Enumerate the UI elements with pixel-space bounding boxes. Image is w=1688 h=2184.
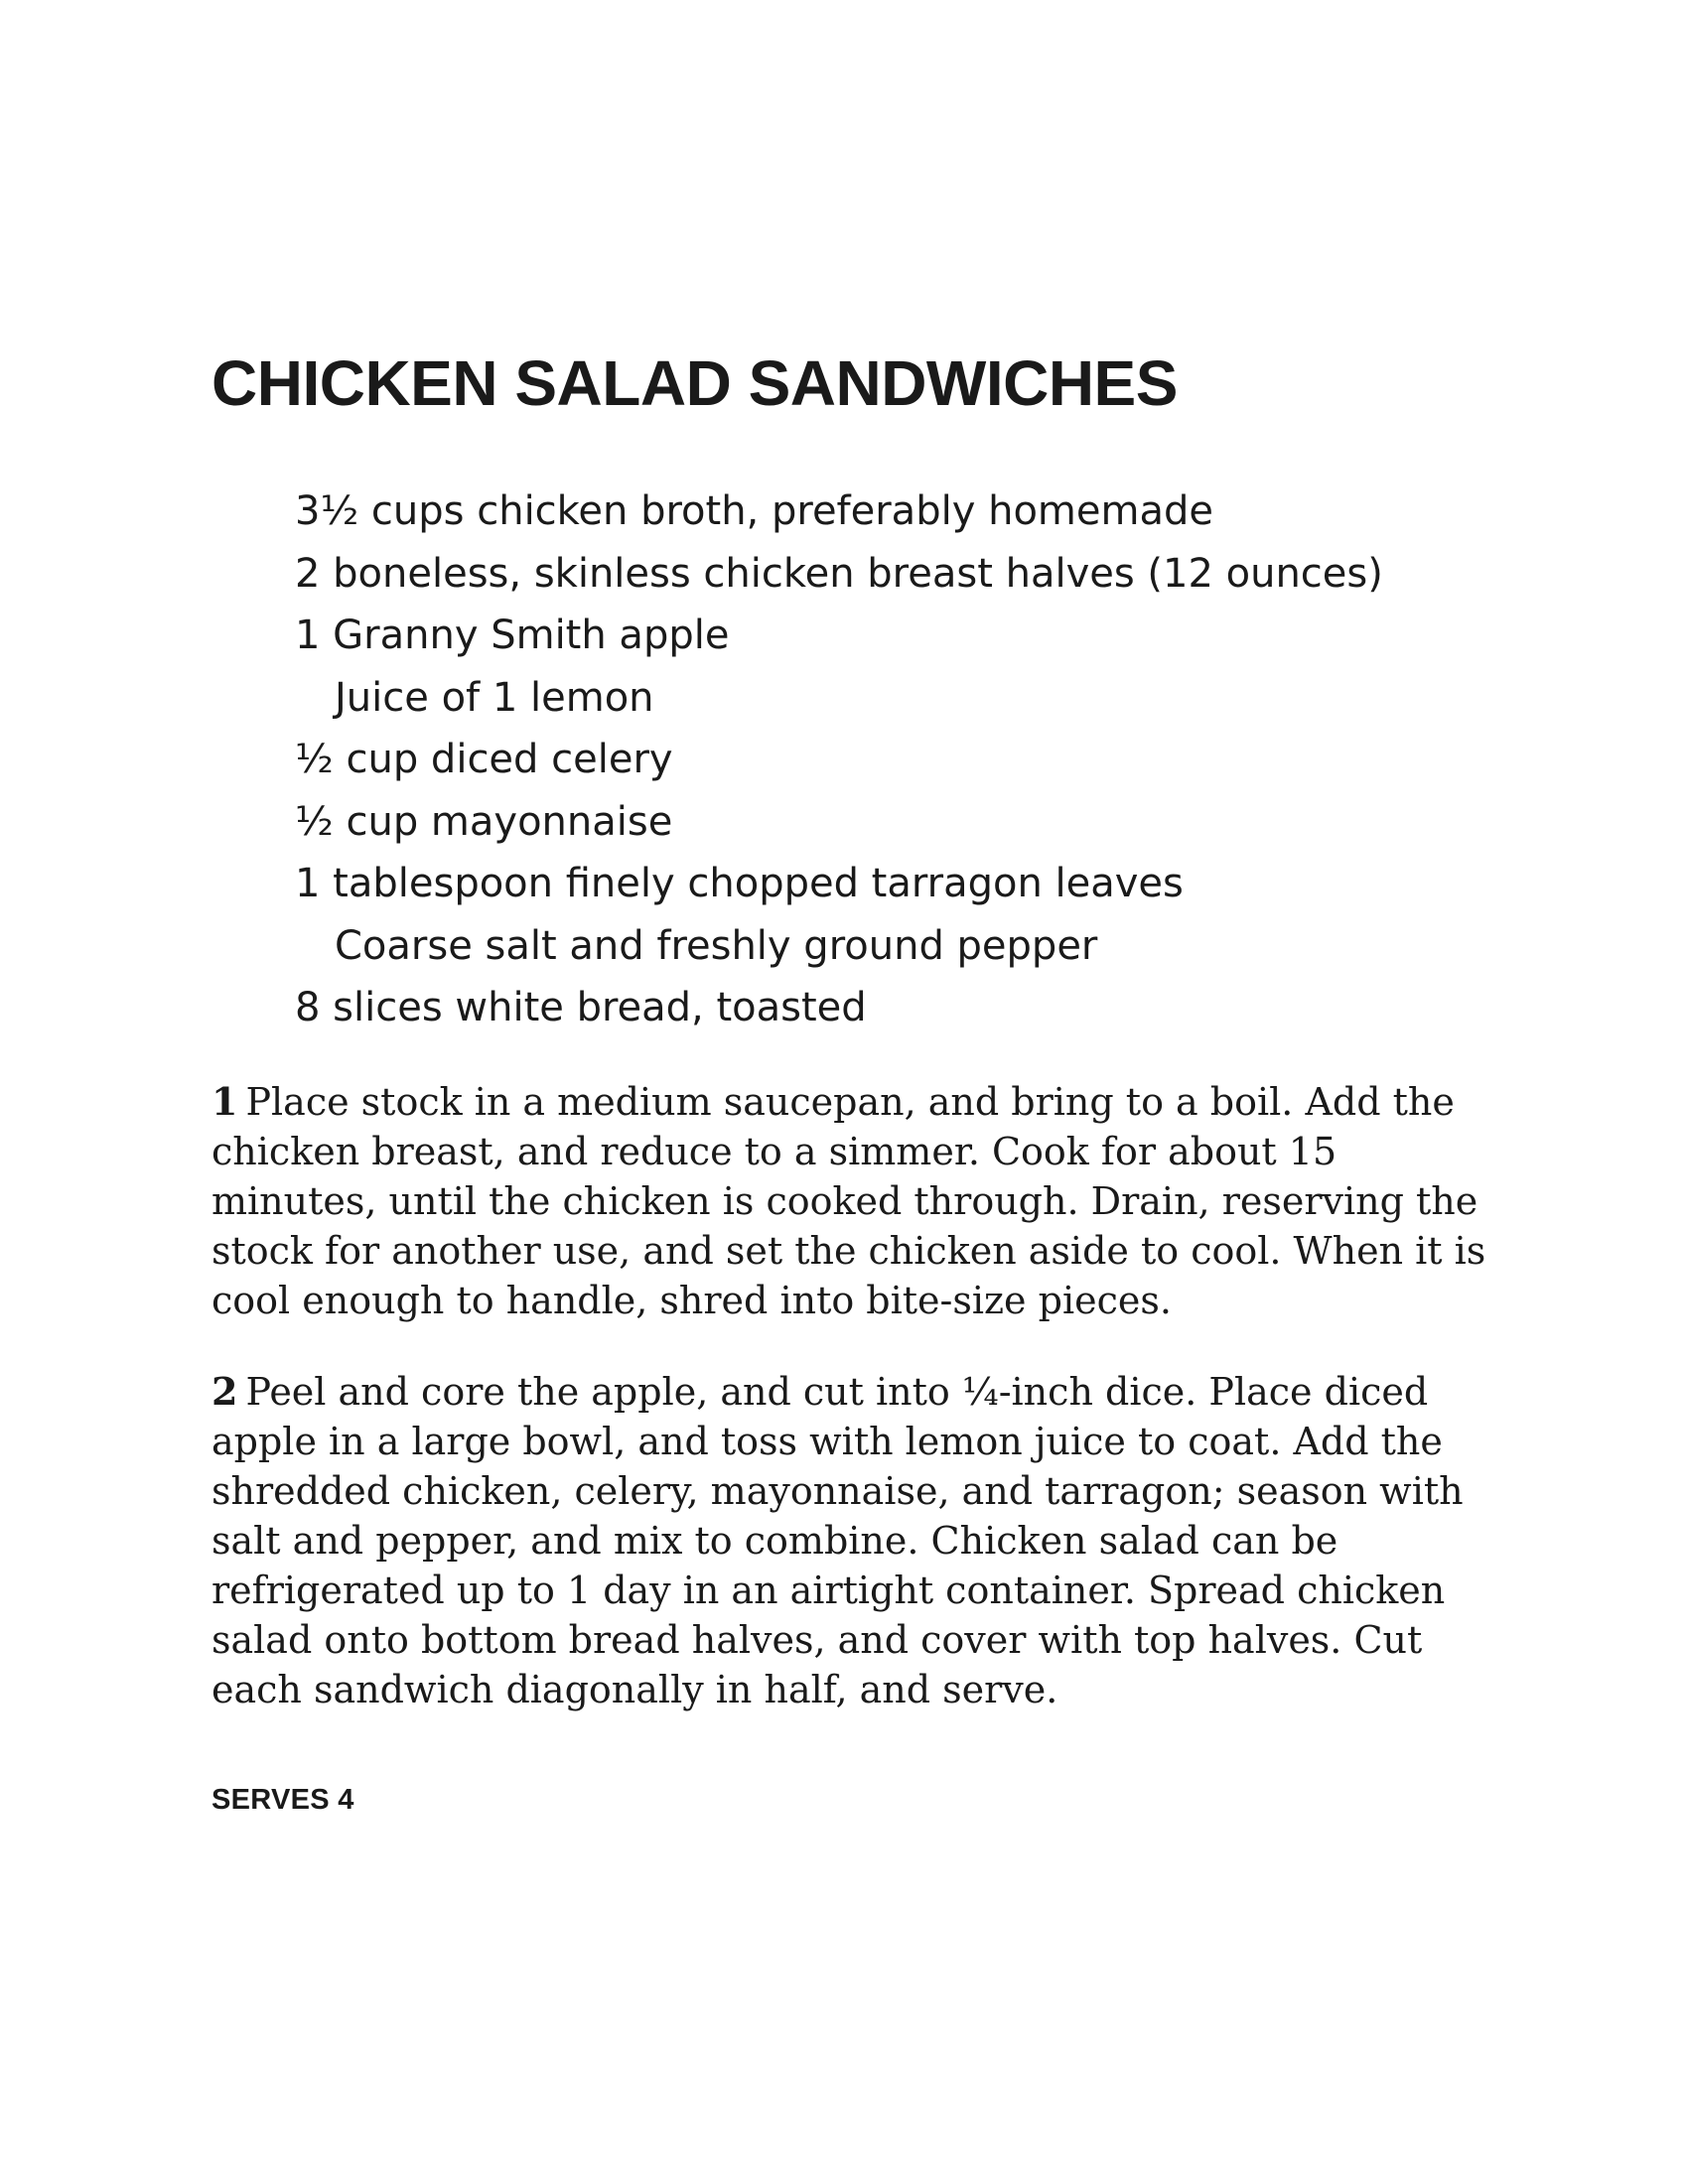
ingredient-item: 3½ cups chicken broth, preferably homemade bbox=[295, 488, 1213, 534]
instruction-steps bbox=[211, 1077, 1502, 1714]
instruction-step bbox=[211, 1367, 1502, 1714]
step-number: 2 bbox=[211, 1368, 238, 1414]
instruction-step bbox=[211, 1077, 1502, 1325]
step-text: Peel and core the apple, and cut into ¼-inch dice. Place diced apple in a large bowl, and toss with lemon juice to coat. Add the shredded chicken, celery, mayonnaise, and tarragon; season with salt and pepper, and mix to combine. Chicken salad can be refrigerated up to 1 day in an airtight container. Spread chicken salad onto bottom bread halves, and cover with top halves. Cut each sandwich diagonally in half, and serve. bbox=[211, 1369, 1464, 1711]
ingredient-list bbox=[211, 480, 1502, 1039]
ingredient-item: Coarse salt and freshly ground pepper bbox=[335, 922, 1098, 969]
ingredient-item: ½ cup diced celery bbox=[295, 737, 673, 782]
ingredient-item: Juice of 1 lemon bbox=[335, 674, 654, 721]
step-number: 1 bbox=[211, 1078, 238, 1124]
ingredient-item: 2 boneless, skinless chicken breast halves (12 ounces) bbox=[295, 550, 1383, 597]
recipe-title: CHICKEN SALAD SANDWICHES bbox=[211, 347, 1178, 419]
serving-yield: SERVES 4 bbox=[211, 1783, 354, 1816]
ingredient-item: ½ cup mayonnaise bbox=[295, 798, 673, 845]
ingredient-item: 1 Granny Smith apple bbox=[295, 613, 730, 658]
ingredient-item: 8 slices white bread, toasted bbox=[295, 985, 867, 1030]
step-text: Place stock in a medium saucepan, and bring to a boil. Add the chicken breast, and reduce to a simmer. Cook for about 15 minutes, until the chicken is cooked through. Drain, reserving the stock for another use, and set the chicken aside to cool. When it is cool enough to handle, shred into bite-size pieces. bbox=[211, 1079, 1486, 1322]
recipe-page bbox=[211, 338, 1502, 1817]
ingredient-item: 1 tablespoon finely chopped tarragon leaves bbox=[295, 861, 1184, 906]
